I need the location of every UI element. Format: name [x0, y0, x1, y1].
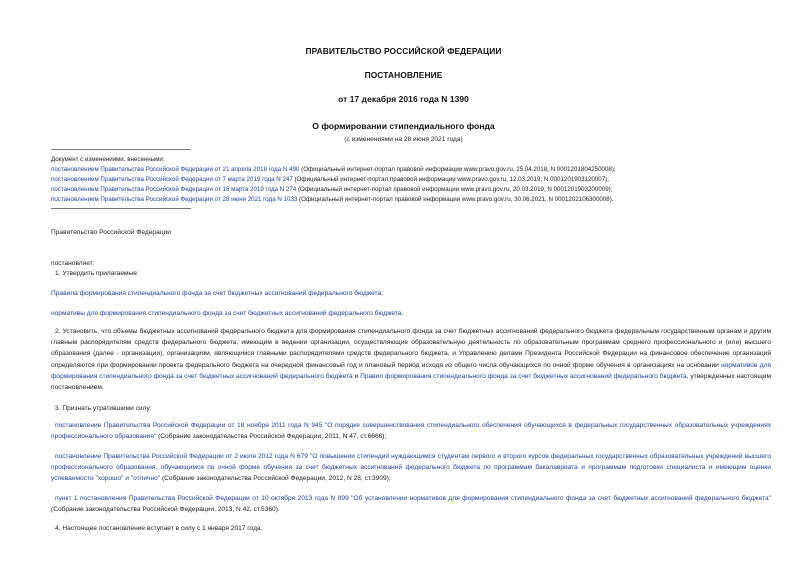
modification-source: (Официальный интернет-портал правовой информации www.pravo.gov.ru, 30.06.2021, N 0001202106300008).	[297, 196, 614, 203]
modification-link[interactable]: постановлением Правительства Российской Федерации от 7 марта 2019 года N 247	[51, 176, 293, 183]
norms-link[interactable]: нормативы для формирования стипендиального фонда за счет бюджетных ассигнований федерального бюджета.	[51, 310, 404, 317]
revision-note: (с изменениями на 28 июня 2021 года)	[344, 136, 463, 143]
repealed-item-1-source: (Собрание законодательства Российской Федерации, 2011, N 47, ст.6666);	[156, 433, 387, 441]
modification-source: (Официальный интернет-портал правовой информации www.pravo.gov.ru, 20.03.2019, N 0001201903200009);	[296, 186, 613, 193]
modification-link[interactable]: постановлением Правительства Российской Федерации от 28 июня 2021 года N 1033	[51, 196, 298, 203]
clause-2-end: , утвержденных настоящим постановлением.	[51, 372, 771, 392]
clause-4: 4. Настоящее постановление вступает в силу с 1 января 2017 года.	[55, 525, 263, 532]
document-type: ПОСТАНОВЛЕНИЕ	[364, 70, 443, 80]
repealed-item-1	[51, 420, 771, 442]
modification-source: (Официальный интернет-портал правовой информации www.pravo.gov.ru, 12.03.2019, N 0001201903120007);	[292, 176, 609, 183]
rules-link[interactable]: Правила формирования стипендиального фонда за счет бюджетных ассигнований федерального бюджета;	[51, 290, 384, 297]
modification-item	[51, 175, 791, 185]
modification-source: (Официальный интернет-портал правовой информации www.pravo.gov.ru, 25.04.2018, N 0001201804250008);	[299, 166, 616, 173]
repealed-item-2-source: (Собрание законодательства Российской Федерации, 2012, N 28, ст.3909);	[160, 475, 391, 483]
repealed-item-2-link[interactable]: постановление Правительства Российской Федерации от 2 июля 2012 года N 679 "О повышении стипендий нуждающимся студентам первого и второго курсов федеральных государственных образовательных учреждений высшего профессионального образования, обучающимся по очной форме обучения за счет бюджетных ассигнований федерального бюджета по программам бакалавриата и программам подготовки специалиста и имеющим оценки успеваемости "хорошо" и "отлично"	[51, 453, 771, 483]
clause-2-conjunction: и	[352, 372, 361, 380]
government-name: ПРАВИТЕЛЬСТВО РОССИЙСКОЙ ФЕДЕРАЦИИ	[305, 46, 502, 56]
modifications-rule-bottom	[51, 208, 191, 209]
modifications-intro: Документ с изменениями, внесенными:	[51, 156, 165, 163]
issuer: Правительство Российской Федерации	[51, 229, 171, 236]
modification-item	[51, 195, 791, 205]
modification-item	[51, 165, 791, 175]
clause-2-rules-link[interactable]: Правил формирования стипендиального фонда за счет бюджетных ассигнований федерального бюджета	[360, 372, 687, 380]
clause-1: 1. Утвердить прилагаемые:	[55, 270, 139, 277]
modification-link[interactable]: постановлением Правительства Российской Федерации от 21 апреля 2018 года N 490	[51, 166, 300, 173]
modification-link[interactable]: постановлением Правительства Российской Федерации от 16 марта 2019 года N 274	[51, 186, 297, 193]
clause-2-text: 2. Установить, что объемы бюджетных ассигнований федерального бюджета для формирования стипендиального фонда за счет бюджетных ассигнований федерального бюджета федеральным государственным органам и другим главным распорядителям средств федерального бюджета, имеющим в ведении организации, осуществляющие образовательную деятельность по образовательным программам среднего профессионального и (или) высшего образования (далее - организации), организациям, являющимся главными распорядителями средств федерального бюджета, и Управлению делами Президента Российской Федерации на финансовое обеспечение организаций определяются при формировании проекта федерального бюджета на очередной финансовый год и плановый период исходя из общего числа обучающихся по очной форме обучения в организациях на основании	[51, 328, 771, 369]
clause-2	[51, 326, 771, 393]
repealed-item-1-link[interactable]: постановление Правительства Российской Федерации от 18 ноября 2011 года N 945 "О порядке совершенствования стипендиального обеспечения обучающихся в федеральных государственных образовательных учреждениях профессионального образования"	[51, 422, 771, 441]
clause-3: 3. Признать утратившими силу:	[55, 405, 152, 412]
document-date-number: от 17 декабря 2016 года N 1390	[338, 94, 469, 104]
decrees-word: постановляет:	[51, 260, 95, 267]
repealed-item-3	[51, 493, 771, 515]
repealed-item-3-source: (Собрание законодательства Российской Федерации, 2013, N 42, ст.5360).	[51, 506, 280, 514]
repealed-item-2	[51, 451, 771, 485]
repealed-item-3-link[interactable]: пункт 1 постановления Правительства Российской Федерации от 10 октября 2013 года N 899 "Об установлении нормативов для формирования стипендиального фонда за счет бюджетных ассигнований федерального бюджета"	[55, 495, 771, 502]
modifications-rule-top	[51, 149, 191, 150]
modification-item	[51, 185, 791, 195]
clause-2-norms-link[interactable]: нормативов для формирования стипендиального фонда за счет бюджетных ассигнований федерального бюджета	[51, 361, 771, 380]
document-title: О формировании стипендиального фонда	[312, 121, 495, 131]
